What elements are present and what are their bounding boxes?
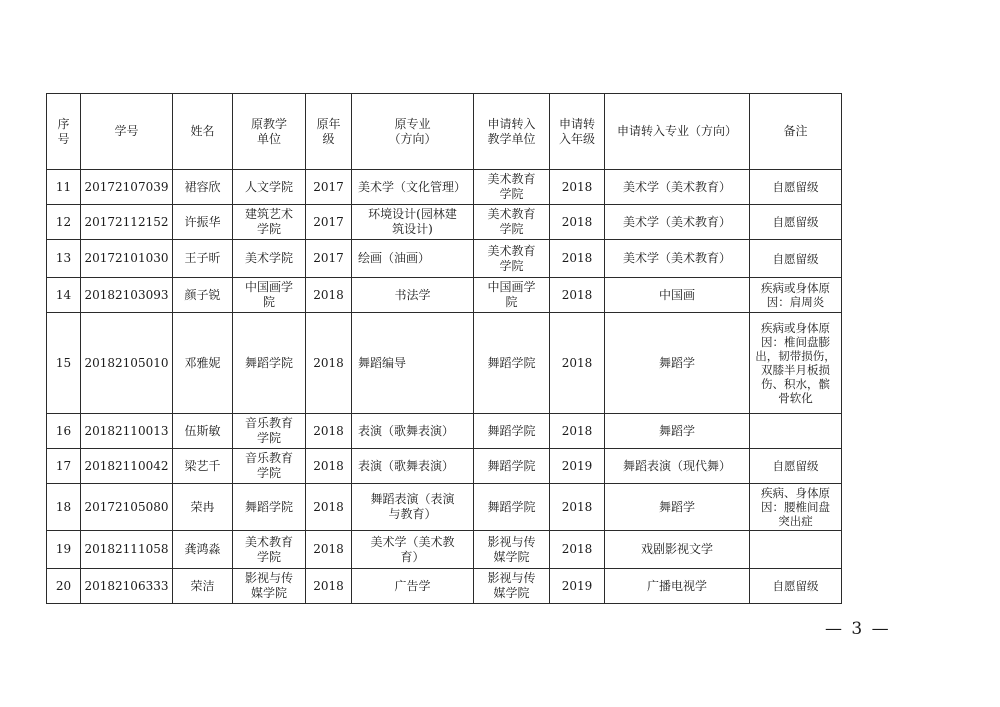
table-row [47,414,842,449]
table-cell: 中国画学 院 [474,278,550,313]
table-cell: 20 [47,569,81,604]
table-cell: 音乐教育 学院 [233,449,306,484]
table-body [47,170,842,604]
table-cell: 2018 [550,170,605,205]
table-cell: 舞蹈学 [605,313,750,414]
table-cell: 自愿留级 [750,449,842,484]
table-row [47,240,842,278]
table-cell: 舞蹈学院 [474,449,550,484]
table-row [47,484,842,531]
table-cell: 20182111058 [81,531,173,569]
table-cell: 2018 [306,569,352,604]
table-cell: 自愿留级 [750,205,842,240]
table-cell: 美术教育 学院 [474,170,550,205]
column-header: 申请转 入年级 [550,94,605,170]
table-cell: 2018 [550,240,605,278]
table-cell: 舞蹈学院 [233,313,306,414]
table-cell: 影视与传 媒学院 [474,531,550,569]
table-cell: 2018 [550,205,605,240]
table-cell: 舞蹈学院 [474,414,550,449]
table-cell: 美术教育 学院 [474,240,550,278]
table-cell: 18 [47,484,81,531]
table-cell: 人文学院 [233,170,306,205]
table-row [47,313,842,414]
table-cell: 13 [47,240,81,278]
table-cell: 疾病、身体原 因：腰椎间盘 突出症 [750,484,842,531]
table-cell: 20182110042 [81,449,173,484]
table-row [47,531,842,569]
table-cell: 20182105010 [81,313,173,414]
table-cell: 2019 [550,569,605,604]
table-cell: 自愿留级 [750,569,842,604]
table-cell: 裙容欣 [173,170,233,205]
table-cell: 表演（歌舞表演） [352,414,474,449]
table-cell: 2018 [306,313,352,414]
column-header: 原专业 （方向） [352,94,474,170]
table-cell: 2018 [306,531,352,569]
table-cell: 广播电视学 [605,569,750,604]
column-header: 学号 [81,94,173,170]
table-row [47,569,842,604]
table-cell: 2018 [306,449,352,484]
table-cell: 美术学（美术教 育） [352,531,474,569]
table-cell: 20172107039 [81,170,173,205]
table-cell: 17 [47,449,81,484]
table-cell: 表演（歌舞表演） [352,449,474,484]
table-cell: 舞蹈学院 [233,484,306,531]
table-cell: 美术学（美术教育） [605,205,750,240]
table-cell: 舞蹈表演（现代舞） [605,449,750,484]
table-cell: 2017 [306,170,352,205]
table-cell: 邓雅妮 [173,313,233,414]
table-cell: 龚鸿淼 [173,531,233,569]
table-row [47,449,842,484]
table-cell: 环境设计(园林建 筑设计) [352,205,474,240]
column-header: 申请转入 教学单位 [474,94,550,170]
table-cell: 建筑艺术 学院 [233,205,306,240]
table-cell: 自愿留级 [750,170,842,205]
table-cell: 20172112152 [81,205,173,240]
table-cell: 11 [47,170,81,205]
table-cell: 20172101030 [81,240,173,278]
table-cell: 舞蹈学院 [474,313,550,414]
table-cell: 舞蹈编导 [352,313,474,414]
table-cell: 书法学 [352,278,474,313]
table-cell: 美术学（文化管理） [352,170,474,205]
table-cell: 音乐教育 学院 [233,414,306,449]
table-cell: 绘画（油画） [352,240,474,278]
table-cell: 20182110013 [81,414,173,449]
table-cell: 2018 [306,414,352,449]
column-header: 姓名 [173,94,233,170]
table-cell [750,414,842,449]
table-cell: 20182103093 [81,278,173,313]
table-cell: 舞蹈学院 [474,484,550,531]
column-header: 备注 [750,94,842,170]
table-cell: 颜子锐 [173,278,233,313]
column-header: 申请转入专业（方向） [605,94,750,170]
table-cell: 14 [47,278,81,313]
table-cell: 2017 [306,205,352,240]
table-cell: 美术教育 学院 [233,531,306,569]
table-cell [750,531,842,569]
table-cell: 美术学院 [233,240,306,278]
table-cell: 2019 [550,449,605,484]
table-cell: 疾病或身体原 因：椎间盘膨 出，韧带损伤， 双膝半月板损 伤、积水，髌 骨软化 [750,313,842,414]
table-cell: 2018 [550,313,605,414]
table-cell: 20182106333 [81,569,173,604]
table-cell: 2018 [306,278,352,313]
table-cell: 中国画学 院 [233,278,306,313]
table-cell: 美术教育 学院 [474,205,550,240]
table-cell: 20172105080 [81,484,173,531]
table-cell: 中国画 [605,278,750,313]
table-cell: 19 [47,531,81,569]
table-cell: 影视与传 媒学院 [233,569,306,604]
table-header-row [47,94,842,170]
table-cell: 15 [47,313,81,414]
table-cell: 2018 [306,484,352,531]
table-cell: 2017 [306,240,352,278]
table-cell: 12 [47,205,81,240]
table-cell: 美术学（美术教育） [605,240,750,278]
table-cell: 影视与传 媒学院 [474,569,550,604]
table-cell: 2018 [550,278,605,313]
table-cell: 疾病或身体原 因：肩周炎 [750,278,842,313]
table-cell: 2018 [550,484,605,531]
table-row [47,278,842,313]
table-cell: 舞蹈表演（表演 与教育） [352,484,474,531]
table-cell: 梁艺千 [173,449,233,484]
table-cell: 伍斯敏 [173,414,233,449]
page-number: — 3 — [825,619,891,639]
table-cell: 王子昕 [173,240,233,278]
table-cell: 荣冉 [173,484,233,531]
table-cell: 许振华 [173,205,233,240]
table-cell: 2018 [550,414,605,449]
column-header: 序 号 [47,94,81,170]
table-row [47,170,842,205]
table-cell: 自愿留级 [750,240,842,278]
table-cell: 舞蹈学 [605,484,750,531]
table-cell: 2018 [550,531,605,569]
transfer-roster-table [46,93,842,604]
table-cell: 戏剧影视文学 [605,531,750,569]
table-cell: 广告学 [352,569,474,604]
column-header: 原年 级 [306,94,352,170]
table-cell: 舞蹈学 [605,414,750,449]
table-cell: 16 [47,414,81,449]
table-cell: 美术学（美术教育） [605,170,750,205]
column-header: 原教学 单位 [233,94,306,170]
table-row [47,205,842,240]
table-cell: 荣洁 [173,569,233,604]
